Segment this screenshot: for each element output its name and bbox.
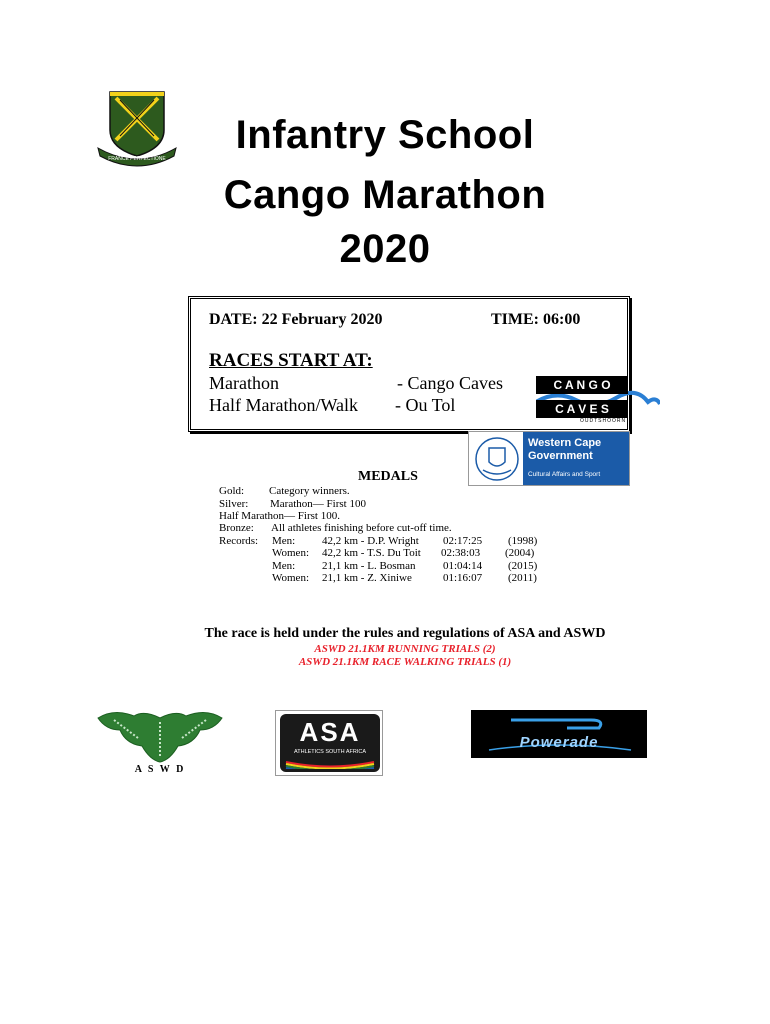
- cango-line-1: C A N G O: [536, 376, 628, 394]
- coat-of-arms-icon: [473, 436, 521, 482]
- gold-label: Gold:: [219, 485, 245, 497]
- title-line-2: Cango Marathon: [223, 173, 547, 217]
- aswd-text: A S W D: [134, 764, 186, 775]
- silver-value: Marathon— First 100: [270, 498, 366, 510]
- flag-stripes-icon: [280, 759, 380, 769]
- wc-line-1: Western Cape: [528, 437, 602, 449]
- crest-motto: FRANCE PERFECTIONE: [108, 156, 166, 162]
- race-walking-trials: ASWD 21.1KM RACE WALKING TRIALS (1): [298, 656, 512, 668]
- record-2-year: (2004): [505, 547, 535, 559]
- races-start-heading: RACES START AT:: [209, 350, 373, 371]
- half-marathon-start: - Ou Tol: [395, 395, 456, 415]
- records-label: Records:: [219, 535, 259, 547]
- wc-line-2: Government: [528, 450, 593, 462]
- record-2-dist: 42,2 km - T.S. Du Toit: [322, 547, 421, 559]
- half-marathon-label: Half Marathon/Walk: [209, 395, 359, 415]
- record-3-time: 01:04:14: [443, 560, 483, 572]
- marathon-start: - Cango Caves: [397, 373, 503, 393]
- marathon-label: Marathon: [209, 373, 279, 393]
- title-line-1: Infantry School: [235, 113, 535, 157]
- record-1-year: (1998): [508, 535, 538, 547]
- gold-value: Category winners.: [269, 485, 350, 497]
- half-marathon-medal: Half Marathon— First 100.: [219, 510, 340, 522]
- bronze-value: All athletes finishing before cut-off time.: [271, 522, 452, 534]
- cango-line-3: OUDTSHOORN: [580, 418, 627, 424]
- record-2-time: 02:38:03: [441, 547, 481, 559]
- asa-logo: [275, 710, 383, 776]
- record-1-dist: 42,2 km - D.P. Wright: [322, 535, 419, 547]
- record-1-who: Men:: [272, 535, 296, 547]
- powerade-text: Powerade: [519, 734, 599, 751]
- medals-heading: MEDALS: [358, 469, 418, 484]
- record-4-year: (2011): [508, 572, 537, 584]
- record-3-who: Men:: [272, 560, 296, 572]
- record-1-time: 02:17:25: [443, 535, 483, 547]
- running-trials: ASWD 21.1KM RUNNING TRIALS (2): [314, 643, 496, 655]
- record-4-dist: 21,1 km - Z. Xiniwe: [322, 572, 412, 584]
- asa-subtitle: ATHLETICS SOUTH AFRICA: [293, 749, 367, 755]
- aswd-emblem-icon: [94, 708, 226, 764]
- title-line-3: 2020: [339, 227, 431, 271]
- powerade-logo: [471, 710, 647, 758]
- bronze-label: Bronze:: [219, 522, 254, 534]
- race-date: DATE: 22 February 2020: [209, 311, 383, 328]
- record-3-dist: 21,1 km - L. Bosman: [322, 560, 416, 572]
- cango-line-2: C A V E S: [536, 400, 628, 418]
- asa-text: ASA: [299, 717, 361, 747]
- record-3-year: (2015): [508, 560, 538, 572]
- record-4-who: Women:: [272, 572, 309, 584]
- western-cape-government-logo: [468, 431, 630, 486]
- silver-label: Silver:: [219, 498, 249, 510]
- record-2-who: Women:: [272, 547, 309, 559]
- cango-caves-logo: [536, 376, 660, 426]
- wc-line-3: Cultural Affairs and Sport: [528, 471, 601, 478]
- record-4-time: 01:16:07: [443, 572, 483, 584]
- aswd-logo: [94, 708, 226, 776]
- rules-statement: The race is held under the rules and regulations of ASA and ASWD: [204, 626, 606, 641]
- race-time: TIME: 06:00: [491, 311, 581, 328]
